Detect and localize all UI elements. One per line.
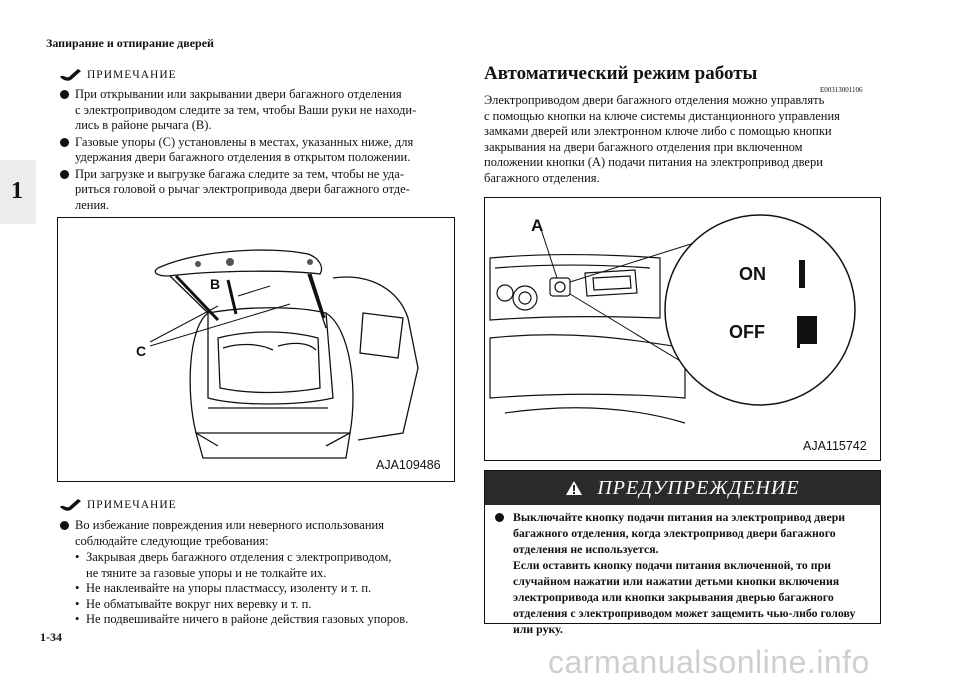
note2-list	[58, 518, 458, 628]
tailgate-illustration	[57, 217, 455, 482]
note-pen-icon	[58, 497, 82, 513]
power-switch-drawing	[485, 198, 880, 460]
note-label: ПРИМЕЧАНИЕ	[87, 69, 177, 81]
note-label: ПРИМЕЧАНИЕ	[87, 499, 177, 511]
note-pen-icon	[58, 67, 82, 83]
switch-off-label: OFF	[729, 322, 765, 342]
switch-on-label: ON	[739, 264, 766, 284]
page-header-title: Запирание и отпирание дверей	[46, 36, 214, 50]
warning-header	[485, 471, 880, 505]
power-switch-illustration	[484, 197, 881, 461]
list-item: Газовые упоры (C) установлены в местах, указанных ниже, для удержания двери багажного отделения в открытом положении.	[58, 135, 458, 166]
sub-item: • Не обматывайте вокруг них веревку и т. п.	[75, 596, 312, 611]
watermark: carmanualsonline.info	[548, 644, 870, 680]
tailgate-drawing	[58, 218, 454, 481]
figure-code: AJA115742	[803, 439, 867, 453]
callout-a: A	[531, 216, 544, 235]
section-code: E00313001106	[820, 86, 863, 94]
warning-box	[484, 470, 881, 636]
note-heading	[58, 497, 177, 513]
sub-item: • Не подвешивайте ничего в районе действия газовых упоров.	[75, 612, 409, 626]
list-item: При открывании или закрывании двери багажного отделения с электроприводом следите за тем, чтобы Ваши руки не находи- лись в районе рычага (B).	[58, 87, 458, 134]
list-item: При загрузке и выгрузке багажа следите за тем, чтобы не уда- риться головой о рычаг электропривода двери багажного отде- ления.	[58, 167, 458, 214]
sub-item: • Закрывая дверь багажного отделения с электроприводом, не тяните за газовые упоры и не толкайте их.	[75, 550, 392, 580]
callout-b: B	[210, 276, 221, 292]
chapter-number: 1	[11, 178, 23, 204]
section-paragraph: Электроприводом двери багажного отделения можно управлять с помощью кнопки на ключе системы дистанционного управления замками дверей или электронном ключе либо с помощью кнопки закрывания на двери багажного отделения при включенном положении кнопки (A) подачи питания на электропривод двери багажного отделения.	[484, 93, 840, 185]
figure-code: AJA109486	[376, 458, 441, 472]
warning-triangle-icon	[565, 480, 583, 496]
sub-item: • Не наклеивайте на упоры пластмассу, изоленту и т. п.	[75, 581, 372, 595]
warning-title: ПРЕДУПРЕЖДЕНИЕ	[597, 476, 800, 499]
callout-c: C	[136, 343, 147, 359]
page-number: 1-34	[40, 630, 62, 644]
note1-list	[58, 87, 458, 214]
warning-text: Выключайте кнопку подачи питания на электропривод двери багажного отделения, когда электропривод двери багажного отделения не используется. Если оставить кнопку подачи питания включенной, то при случайном нажатии или нажатии детьми кнопки включения электропривода или кнопки закрывания дверью багажного отделения с электроприводом может защемить чью-либо голову или руку.	[485, 505, 880, 637]
note-heading	[58, 67, 177, 83]
section-title: Автоматический режим работы	[484, 63, 758, 84]
list-item: Во избежание повреждения или неверного использования соблюдайте следующие требования:	[58, 518, 458, 549]
